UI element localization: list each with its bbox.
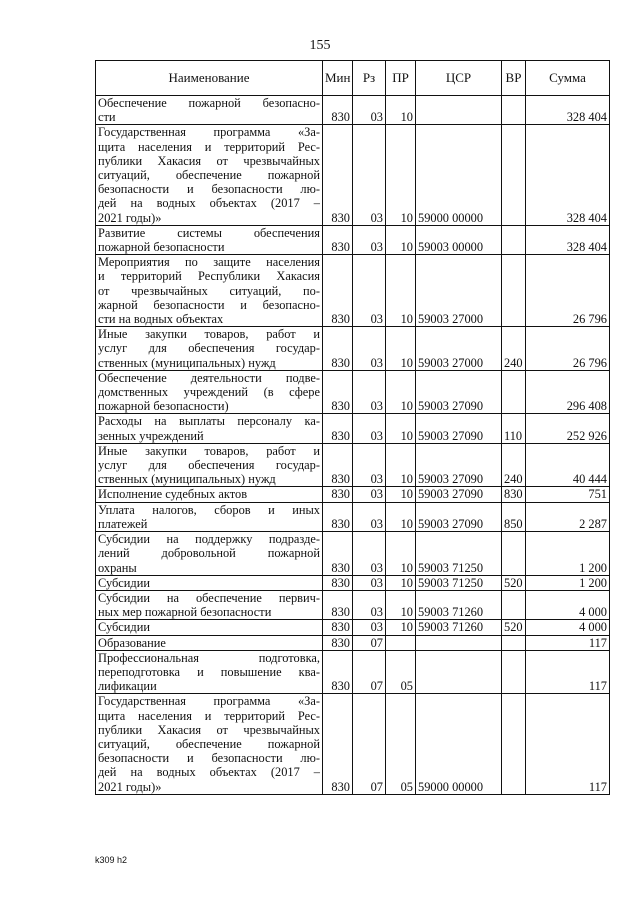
table-row xyxy=(96,443,610,487)
row-vr-cell: 850 xyxy=(502,502,526,531)
row-sum-cell: 40 444 xyxy=(526,443,610,487)
row-csr-cell: 59000 00000 xyxy=(416,694,502,794)
table-header-row xyxy=(96,61,610,96)
row-name-cell xyxy=(96,125,323,225)
row-name-cell xyxy=(96,694,323,794)
row-rz-cell: 07 xyxy=(353,650,386,694)
row-sum-cell: 26 796 xyxy=(526,327,610,371)
row-vr-cell: 520 xyxy=(502,575,526,590)
row-name-line: Развитие системы обеспечения xyxy=(98,225,320,240)
row-vr-cell: 110 xyxy=(502,414,526,443)
row-vr-cell: 830 xyxy=(502,487,526,502)
row-sum-cell: 1 200 xyxy=(526,532,610,576)
table-row xyxy=(96,225,610,254)
row-name-line: Субсидии на обеспечение первич- xyxy=(98,590,320,605)
row-name-line: ственных (муниципальных) нужд xyxy=(98,355,276,370)
row-name-line: от чрезвычайных ситуаций, по- xyxy=(98,283,320,298)
row-pr-cell: 10 xyxy=(386,370,416,414)
row-pr-cell: 10 xyxy=(386,225,416,254)
row-name-line: Иные закупки товаров, работ и xyxy=(98,327,320,342)
row-name-line: Субсидии на поддержку подразде- xyxy=(98,532,320,547)
row-name-line: Обеспечение пожарной безопасно- xyxy=(98,96,320,110)
row-rz-cell: 03 xyxy=(353,125,386,225)
row-name-line: домственных учреждений (в сфере xyxy=(98,385,320,400)
row-name-line: Обеспечение деятельности подве- xyxy=(98,370,320,385)
row-sum-cell: 117 xyxy=(526,650,610,694)
row-rz-cell: 03 xyxy=(353,370,386,414)
row-min-cell: 830 xyxy=(323,443,353,487)
row-pr-cell: 10 xyxy=(386,125,416,225)
table-row xyxy=(96,487,610,502)
row-min-cell: 830 xyxy=(323,502,353,531)
row-name-line: лификации xyxy=(98,679,157,694)
row-name-line: лений добровольной пожарной xyxy=(98,546,320,561)
row-name-line: Государственная программа «За- xyxy=(98,694,320,709)
row-rz-cell: 03 xyxy=(353,443,386,487)
row-min-cell: 830 xyxy=(323,255,353,327)
table-row xyxy=(96,532,610,576)
row-name-cell xyxy=(96,590,323,619)
row-sum-cell: 252 926 xyxy=(526,414,610,443)
row-pr-cell: 10 xyxy=(386,255,416,327)
page-number: 155 xyxy=(309,38,331,53)
row-sum-cell: 117 xyxy=(526,694,610,794)
row-vr-cell xyxy=(502,96,526,125)
row-name-line: пожарной безопасности xyxy=(98,240,225,255)
row-pr-cell xyxy=(386,635,416,650)
row-name-line: услуг для обеспечения государ- xyxy=(98,458,320,473)
row-rz-cell: 03 xyxy=(353,96,386,125)
row-csr-cell: 59003 27090 xyxy=(416,502,502,531)
row-vr-cell xyxy=(502,255,526,327)
table-row xyxy=(96,635,610,650)
row-sum-cell: 296 408 xyxy=(526,370,610,414)
row-csr-cell: 59003 71250 xyxy=(416,575,502,590)
row-min-cell: 830 xyxy=(323,694,353,794)
row-pr-cell: 10 xyxy=(386,414,416,443)
row-sum-cell: 26 796 xyxy=(526,255,610,327)
row-name-line: публики Хакасия от чрезвычайных xyxy=(98,722,320,737)
row-name-cell xyxy=(96,502,323,531)
row-rz-cell: 03 xyxy=(353,414,386,443)
row-pr-cell: 10 xyxy=(386,96,416,125)
row-name-line: Субсидии xyxy=(98,575,150,590)
row-csr-cell: 59003 27000 xyxy=(416,327,502,371)
row-pr-cell: 10 xyxy=(386,532,416,576)
row-name-line: ситуаций, обеспечение пожарной xyxy=(98,168,320,183)
row-name-line: публики Хакасия от чрезвычайных xyxy=(98,153,320,168)
row-name-cell xyxy=(96,650,323,694)
column-header-min: Мин xyxy=(323,61,353,96)
row-rz-cell: 07 xyxy=(353,694,386,794)
row-pr-cell: 10 xyxy=(386,590,416,619)
row-vr-cell xyxy=(502,590,526,619)
row-rz-cell: 03 xyxy=(353,620,386,635)
row-name-line: безопасности и безопасности лю- xyxy=(98,182,320,197)
row-name-line: Государственная программа «За- xyxy=(98,125,320,140)
row-sum-cell: 117 xyxy=(526,635,610,650)
row-min-cell: 830 xyxy=(323,125,353,225)
table-row xyxy=(96,694,610,794)
row-name-cell xyxy=(96,327,323,371)
row-min-cell: 830 xyxy=(323,532,353,576)
table-row xyxy=(96,575,610,590)
row-csr-cell: 59003 00000 xyxy=(416,225,502,254)
row-name-line: услуг для обеспечения государ- xyxy=(98,341,320,356)
row-rz-cell: 03 xyxy=(353,255,386,327)
table-row xyxy=(96,96,610,125)
row-pr-cell: 10 xyxy=(386,487,416,502)
row-csr-cell: 59003 27090 xyxy=(416,487,502,502)
row-rz-cell: 03 xyxy=(353,487,386,502)
row-name-line: платежей xyxy=(98,516,148,531)
column-header-csr: ЦСР xyxy=(416,61,502,96)
row-sum-cell: 328 404 xyxy=(526,125,610,225)
row-sum-cell: 2 287 xyxy=(526,502,610,531)
row-name-cell xyxy=(96,370,323,414)
column-header-pr: ПР xyxy=(386,61,416,96)
row-vr-cell xyxy=(502,650,526,694)
row-csr-cell: 59003 27090 xyxy=(416,414,502,443)
row-name-line: Иные закупки товаров, работ и xyxy=(98,443,320,458)
row-pr-cell: 10 xyxy=(386,502,416,531)
footer-code: k309 h2 xyxy=(95,855,128,865)
row-csr-cell: 59003 27090 xyxy=(416,443,502,487)
row-csr-cell: 59003 27000 xyxy=(416,255,502,327)
row-name-line: щита населения и территорий Рес- xyxy=(98,708,320,723)
row-rz-cell: 03 xyxy=(353,575,386,590)
row-min-cell: 830 xyxy=(323,620,353,635)
table-row xyxy=(96,327,610,371)
table-row xyxy=(96,502,610,531)
row-rz-cell: 03 xyxy=(353,532,386,576)
column-header-vr: ВР xyxy=(502,61,526,96)
row-name-line: Мероприятия по защите населения xyxy=(98,255,320,270)
table-row xyxy=(96,590,610,619)
row-name-line: переподготовка и повышение ква- xyxy=(98,664,320,679)
row-name-cell xyxy=(96,532,323,576)
row-sum-cell: 751 xyxy=(526,487,610,502)
row-sum-cell: 4 000 xyxy=(526,620,610,635)
row-vr-cell xyxy=(502,635,526,650)
table-row xyxy=(96,125,610,225)
row-pr-cell: 10 xyxy=(386,327,416,371)
row-pr-cell: 10 xyxy=(386,620,416,635)
row-min-cell: 830 xyxy=(323,370,353,414)
row-name-line: и территорий Республики Хакасия xyxy=(98,269,320,284)
table-row xyxy=(96,370,610,414)
row-min-cell: 830 xyxy=(323,575,353,590)
row-name-line: безопасности и безопасности лю- xyxy=(98,751,320,766)
row-name-line: 2021 годы)» xyxy=(98,210,162,225)
row-name-line: Исполнение судебных актов xyxy=(98,487,248,502)
row-min-cell: 830 xyxy=(323,650,353,694)
budget-table xyxy=(95,60,610,795)
row-csr-cell: 59003 71260 xyxy=(416,590,502,619)
row-min-cell: 830 xyxy=(323,487,353,502)
row-name-line: 2021 годы)» xyxy=(98,779,162,794)
row-name-cell xyxy=(96,620,323,635)
row-name-line: жарной безопасности и безопасно- xyxy=(98,297,320,312)
row-vr-cell xyxy=(502,694,526,794)
row-name-cell xyxy=(96,96,323,125)
row-csr-cell xyxy=(416,650,502,694)
row-csr-cell: 59003 71250 xyxy=(416,532,502,576)
row-min-cell: 830 xyxy=(323,327,353,371)
row-pr-cell: 05 xyxy=(386,650,416,694)
row-name-cell xyxy=(96,255,323,327)
row-rz-cell: 03 xyxy=(353,502,386,531)
row-rz-cell: 03 xyxy=(353,225,386,254)
row-pr-cell: 05 xyxy=(386,694,416,794)
row-name-cell xyxy=(96,487,323,502)
row-rz-cell: 07 xyxy=(353,635,386,650)
row-name-line: дей на водных объектах (2017 – xyxy=(98,765,320,780)
row-min-cell: 830 xyxy=(323,635,353,650)
row-name-line: Расходы на выплаты персоналу ка- xyxy=(98,414,320,429)
table-row xyxy=(96,414,610,443)
row-name-line: ситуаций, обеспечение пожарной xyxy=(98,736,320,751)
row-name-line: сти xyxy=(98,110,116,125)
row-csr-cell: 59000 00000 xyxy=(416,125,502,225)
row-name-line: Образование xyxy=(98,635,166,650)
row-name-line: охраны xyxy=(98,560,137,575)
row-name-line: Субсидии xyxy=(98,620,150,635)
table-body xyxy=(96,96,610,795)
row-name-cell xyxy=(96,575,323,590)
row-sum-cell: 1 200 xyxy=(526,575,610,590)
row-name-line: сти на водных объектах xyxy=(98,312,224,327)
row-name-cell xyxy=(96,635,323,650)
row-sum-cell: 328 404 xyxy=(526,96,610,125)
row-csr-cell: 59003 27090 xyxy=(416,370,502,414)
row-vr-cell xyxy=(502,370,526,414)
row-name-line: щита населения и территорий Рес- xyxy=(98,139,320,154)
row-min-cell: 830 xyxy=(323,414,353,443)
table-row xyxy=(96,255,610,327)
row-name-line: Профессиональная подготовка, xyxy=(98,650,320,665)
table-row xyxy=(96,650,610,694)
row-csr-cell xyxy=(416,635,502,650)
row-csr-cell xyxy=(416,96,502,125)
row-csr-cell: 59003 71260 xyxy=(416,620,502,635)
row-name-cell xyxy=(96,225,323,254)
row-name-cell xyxy=(96,443,323,487)
column-header-name: Наименование xyxy=(96,61,323,96)
row-vr-cell xyxy=(502,532,526,576)
row-min-cell: 830 xyxy=(323,225,353,254)
row-sum-cell: 4 000 xyxy=(526,590,610,619)
row-vr-cell: 240 xyxy=(502,443,526,487)
column-header-sum: Сумма xyxy=(526,61,610,96)
row-rz-cell: 03 xyxy=(353,590,386,619)
row-sum-cell: 328 404 xyxy=(526,225,610,254)
row-pr-cell: 10 xyxy=(386,443,416,487)
row-name-line: зенных учреждений xyxy=(98,428,204,443)
row-name-line: Уплата налогов, сборов и иных xyxy=(98,502,320,517)
row-vr-cell xyxy=(502,125,526,225)
row-name-line: ственных (муниципальных) нужд xyxy=(98,472,276,487)
row-vr-cell: 520 xyxy=(502,620,526,635)
row-pr-cell: 10 xyxy=(386,575,416,590)
row-vr-cell: 240 xyxy=(502,327,526,371)
row-min-cell: 830 xyxy=(323,96,353,125)
column-header-rz: Рз xyxy=(353,61,386,96)
row-min-cell: 830 xyxy=(323,590,353,619)
row-vr-cell xyxy=(502,225,526,254)
row-rz-cell: 03 xyxy=(353,327,386,371)
row-name-line: ных мер пожарной безопасности xyxy=(98,605,272,620)
table-row xyxy=(96,620,610,635)
row-name-line: пожарной безопасности) xyxy=(98,399,229,414)
row-name-line: дей на водных объектах (2017 – xyxy=(98,196,320,211)
row-name-cell xyxy=(96,414,323,443)
